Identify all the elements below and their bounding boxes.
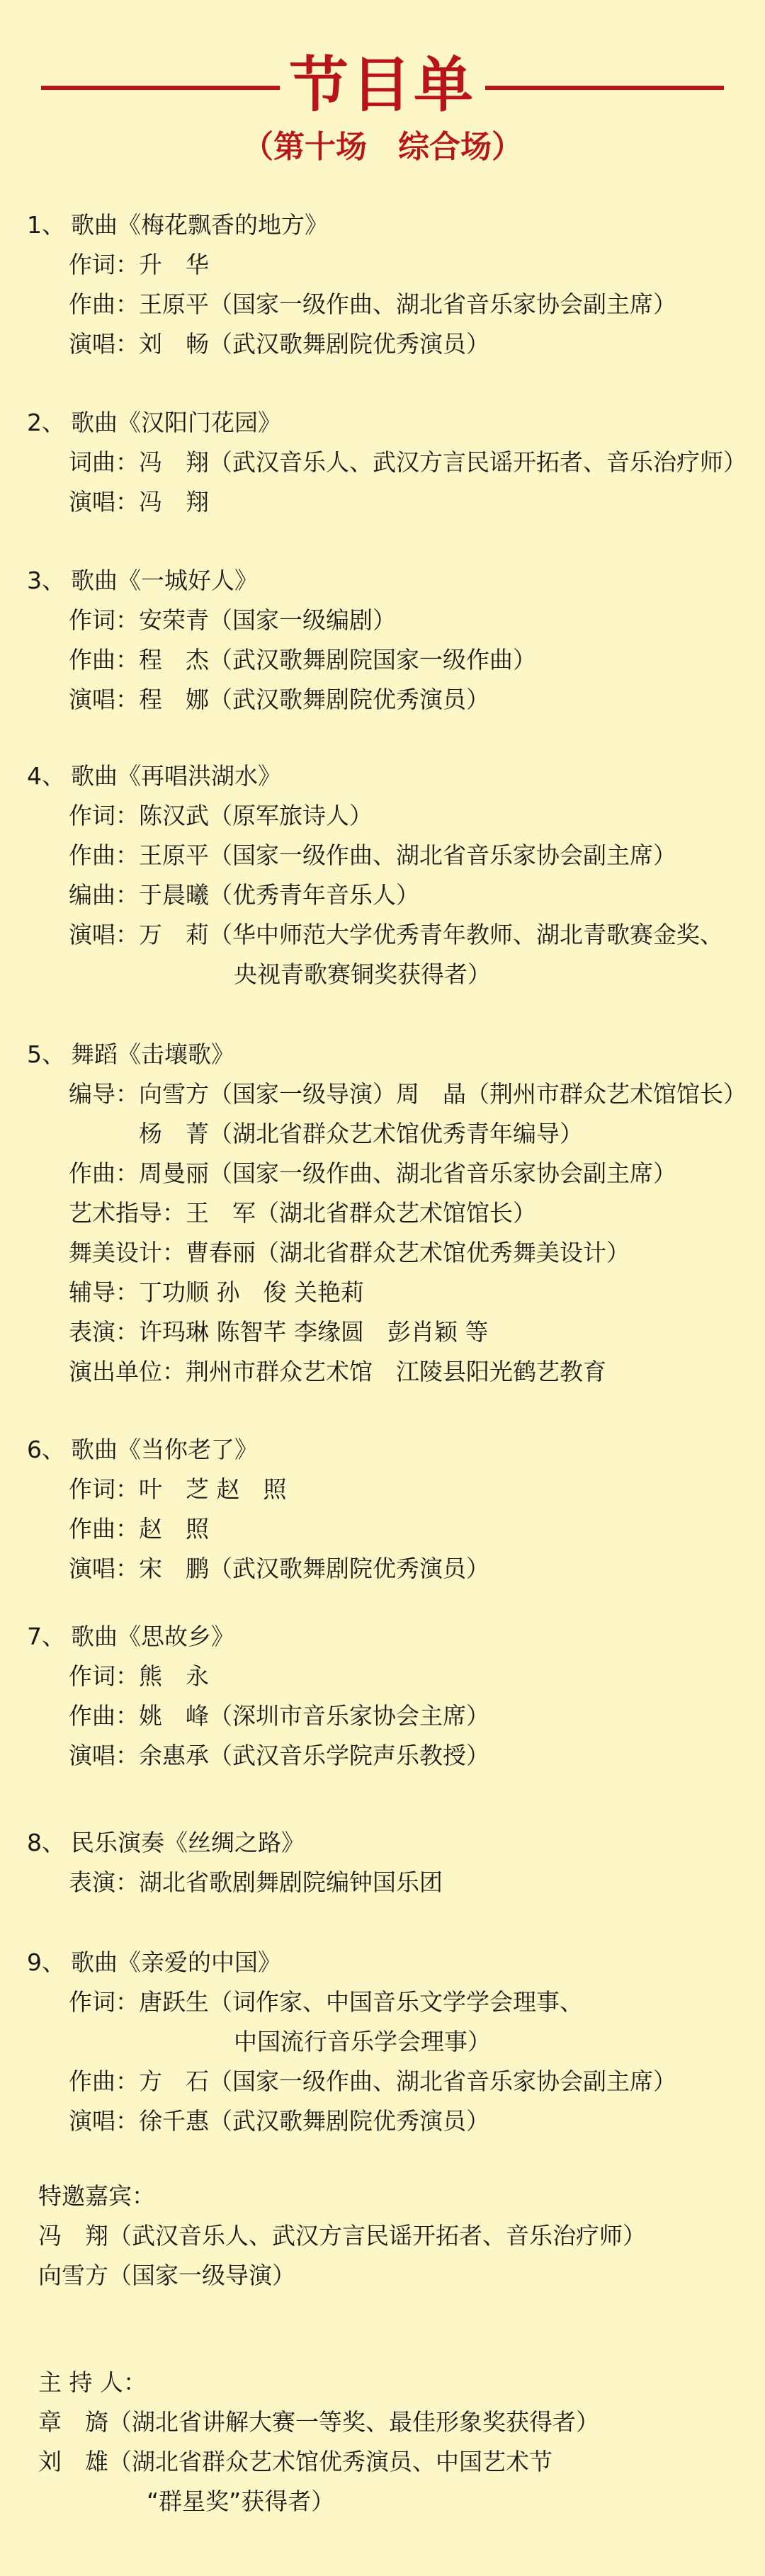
program-item [0,1617,765,1776]
credit-line: 作词：唐跃生（词作家、中国音乐文学学会理事、 [69,1988,583,2016]
credit-line-continued: 中国流行音乐学会理事） [234,2028,491,2055]
item-heading [0,1943,765,1982]
credit-line: 作曲：姚 峰（深圳市音乐家协会主席） [69,1702,489,1730]
item-title: 歌曲《梅花飘香的地方》 [71,211,328,239]
item-title: 民乐演奏《丝绸之路》 [71,1829,305,1856]
credit-line: 演唱：万 莉（华中师范大学优秀青年教师、湖北青歌赛金奖、 [69,921,723,948]
credit-line-continued: 央视青歌赛铜奖获得者） [234,960,491,988]
credit-line: 演唱：刘 畅（武汉歌舞剧院优秀演员） [69,330,489,358]
credit-line: 表演：湖北省歌剧舞剧院编钟国乐团 [69,1868,443,1896]
program-item [0,756,765,994]
credit-line: 作曲：周曼丽（国家一级作曲、湖北省音乐家协会副主席） [69,1159,676,1187]
credit-line: 作曲：方 石（国家一级作曲、湖北省音乐家协会副主席） [69,2067,676,2095]
credit-line: 作词：安荣青（国家一级编剧） [69,606,396,634]
credit-line: 编曲：于晨曦（优秀青年音乐人） [69,881,419,909]
program-item [0,1430,765,1589]
program-header [0,42,765,127]
item-number: 6、 [27,1436,65,1463]
credit-line: 演出单位：荆州市群众艺术馆 江陵县阳光鹤艺教育 [69,1358,606,1385]
credit-line: 艺术指导：王 军（湖北省群众艺术馆馆长） [69,1199,536,1227]
credit-line: 作曲：王原平（国家一级作曲、湖北省音乐家协会副主席） [69,841,676,869]
program-item [0,205,765,364]
person-line-continued: “群星奖”获得者） [147,2487,335,2515]
program-item [0,1823,765,1902]
credit-line: 演唱：宋 鹏（武汉歌舞剧院优秀演员） [69,1555,489,1582]
credit-line: 作曲：王原平（国家一级作曲、湖北省音乐家协会副主席） [69,290,676,318]
person-line: 刘 雄（湖北省群众艺术馆优秀演员、中国艺术节 [38,2448,552,2475]
item-heading [0,1823,765,1863]
program-item [0,561,765,720]
item-number: 1、 [27,211,65,239]
credit-line: 舞美设计：曹春丽（湖北省群众艺术馆优秀舞美设计） [69,1239,630,1266]
item-title: 歌曲《亲爱的中国》 [71,1948,281,1976]
item-title: 舞蹈《击壤歌》 [71,1040,234,1068]
item-title: 歌曲《当你老了》 [71,1436,258,1463]
item-heading [0,205,765,245]
program-item [0,1035,765,1392]
hosts-label: 主 持 人： [38,2368,147,2396]
item-heading [0,1035,765,1074]
item-number: 5、 [27,1040,65,1068]
special-guests-label: 特邀嘉宾： [38,2182,155,2210]
credit-line: 辅导：丁功顺 孙 俊 关艳莉 [69,1278,364,1306]
credit-line: 作曲：程 杰（武汉歌舞剧院国家一级作曲） [69,646,536,674]
person-line: 冯 翔（武汉音乐人、武汉方言民谣开拓者、音乐治疗师） [38,2222,646,2249]
credit-line: 编导：向雪方（国家一级导演）周 晶（荆州市群众艺术馆馆长） [69,1080,747,1108]
program-item [0,403,765,522]
item-title: 歌曲《汉阳门花园》 [71,409,281,436]
person-line: 章 旖（湖北省讲解大赛一等奖、最佳形象奖获得者） [38,2408,599,2436]
page-title: 节目单 [288,50,476,120]
item-heading [0,1430,765,1470]
item-title: 歌曲《再唱洪湖水》 [71,762,281,790]
credit-line: 演唱：徐千惠（武汉歌舞剧院优秀演员） [69,2107,489,2135]
credit-line: 作词：升 华 [69,251,209,278]
item-number: 3、 [27,567,65,594]
item-number: 2、 [27,409,65,436]
credit-line: 作词：熊 永 [69,1662,209,1690]
item-number: 8、 [27,1829,65,1856]
item-number: 9、 [27,1948,65,1976]
item-number: 7、 [27,1623,65,1650]
special-guests-section [0,2177,765,2296]
person-line: 向雪方（国家一级导演） [38,2262,295,2289]
credit-line: 词曲：冯 翔（武汉音乐人、武汉方言民谣开拓者、音乐治疗师） [69,448,747,476]
item-heading [0,561,765,601]
item-number: 4、 [27,762,65,790]
credit-line: 作词：陈汉武（原军旅诗人） [69,802,373,829]
item-title: 歌曲《思故乡》 [71,1623,234,1650]
credit-line: 演唱：余惠承（武汉音乐学院声乐教授） [69,1742,489,1769]
credit-line-continued: 杨 菁（湖北省群众艺术馆优秀青年编导） [139,1120,583,1147]
item-heading [0,1617,765,1657]
item-heading [0,756,765,796]
credit-line: 演唱：程 娜（武汉歌舞剧院优秀演员） [69,686,489,713]
item-heading [0,403,765,443]
credit-line: 作曲：赵 照 [69,1515,209,1543]
credit-line: 演唱：冯 翔 [69,488,209,516]
credit-line: 表演：许玛琳 陈智芊 李缘圆 彭肖颖 等 [69,1318,489,1346]
hosts-section [0,2363,765,2521]
title-rule-right [485,86,724,90]
program-item [0,1943,765,2141]
page-subtitle: （第十场 综合场） [242,129,523,165]
item-title: 歌曲《一城好人》 [71,567,258,594]
credit-line: 作词：叶 芝 赵 照 [69,1475,287,1503]
